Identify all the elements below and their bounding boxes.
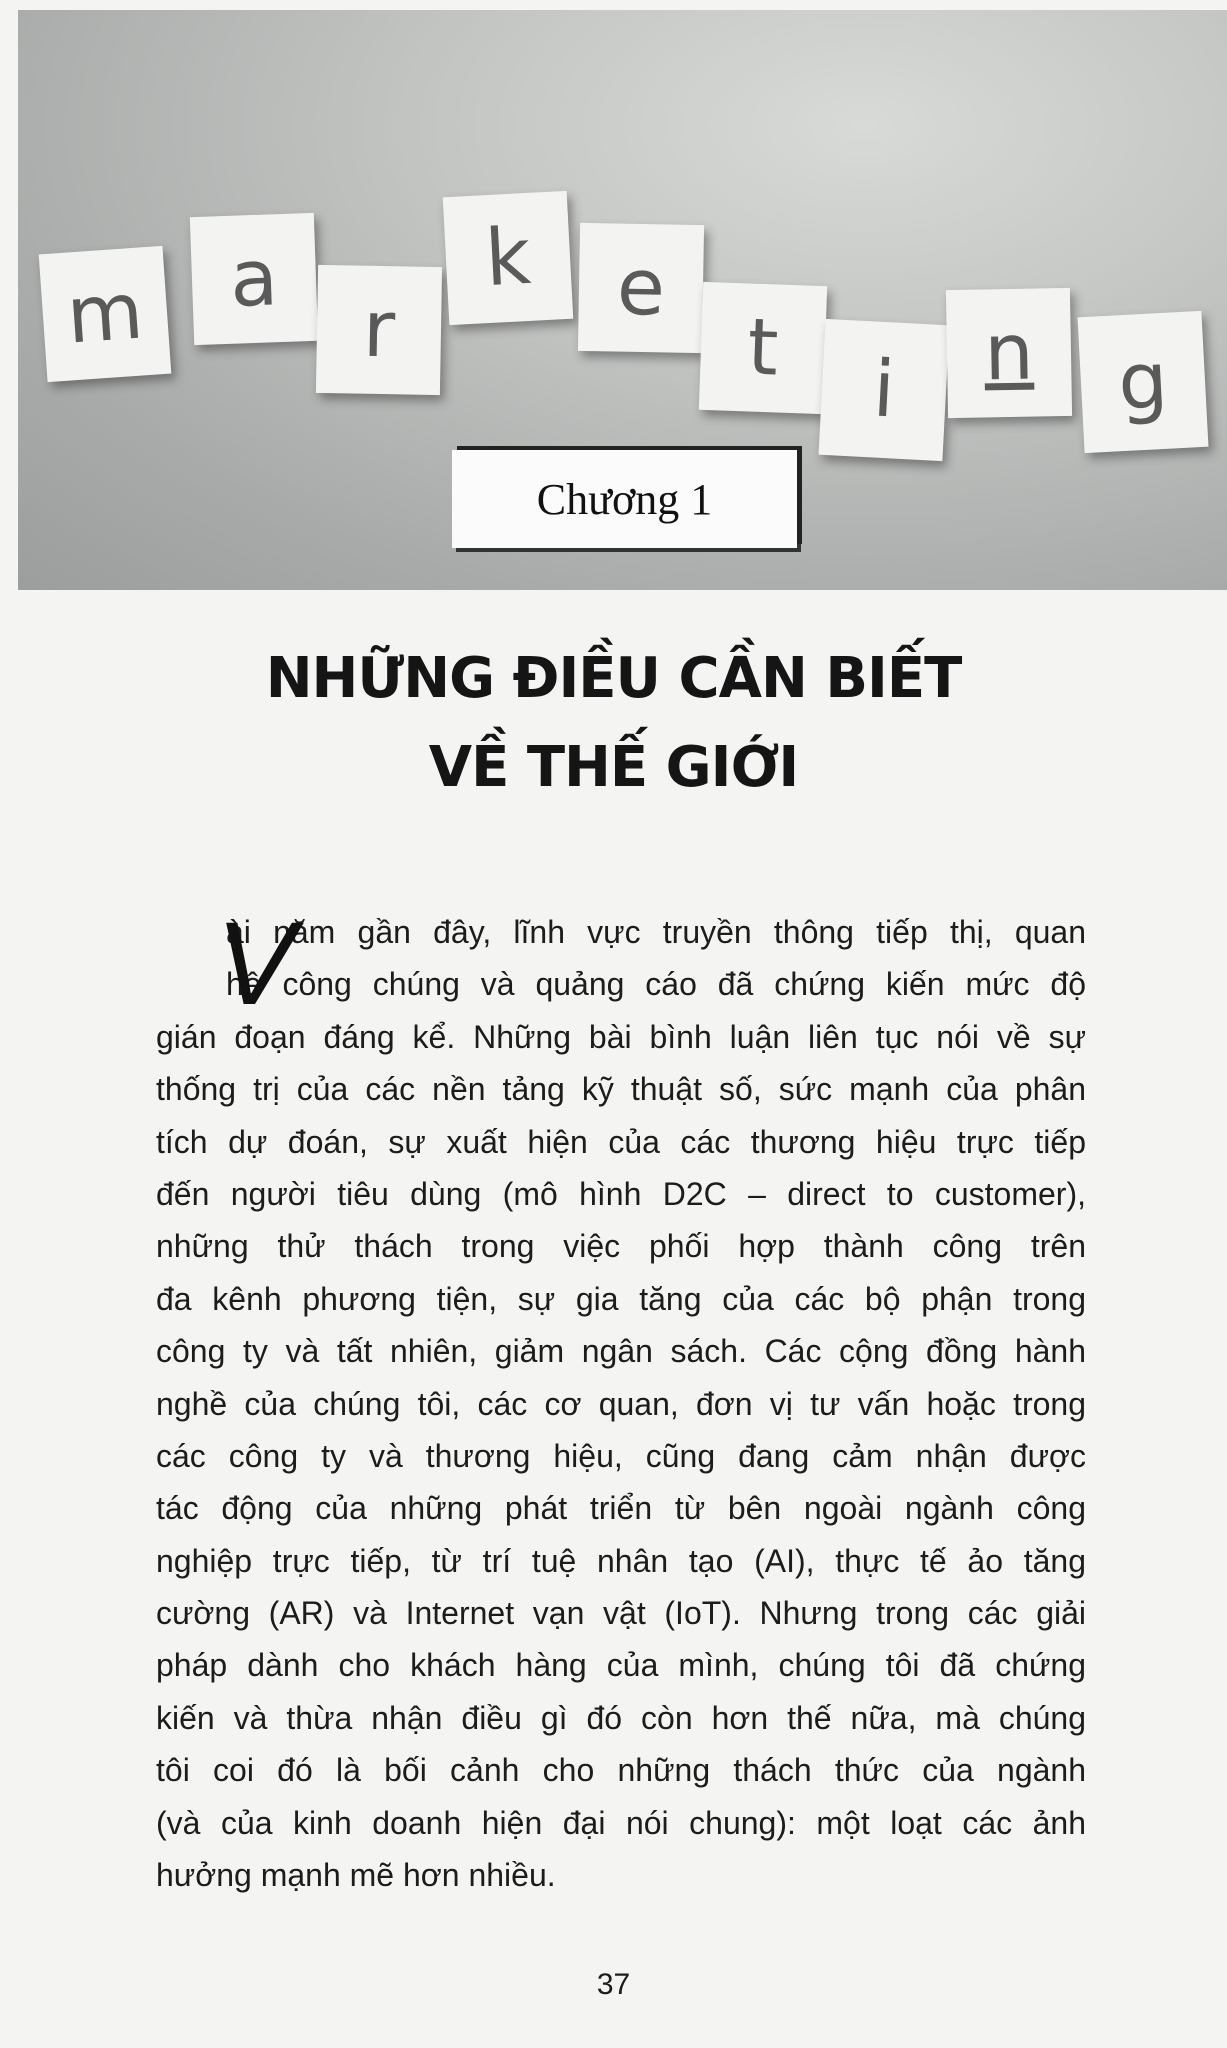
text-line: những thử thách trong việc phối hợp thành công trên [156, 1228, 1086, 1265]
text-line: tích dự đoán, sự xuất hiện của các thương hiệu trực tiếp [156, 1123, 1086, 1160]
letter-tile-k: k [443, 191, 574, 325]
letter-tile-a: a [190, 213, 318, 345]
letter-tile-g: g [1078, 311, 1209, 453]
chapter-label: Chương 1 [452, 450, 797, 548]
text-line: thống trị của các nền tảng kỹ thuật số, sức mạnh của phân [156, 1071, 1086, 1108]
text-line: gián đoạn đáng kể. Những bài bình luận liên tục nói về sự [156, 1018, 1086, 1055]
text-line: nghiệp trực tiếp, từ trí tuệ nhân tạo (AI), thực tế ảo tăng [156, 1542, 1086, 1579]
text-line: ài năm gần đây, lĩnh vực truyền thông tiếp thị, quan [226, 914, 1086, 950]
letter-tile-e: e [578, 223, 704, 353]
text-line: nghề của chúng tôi, các cơ quan, đơn vị tư vấn hoặc trong [156, 1385, 1086, 1422]
text-line: đa kênh phương tiện, sự gia tăng của các bộ phận trong [156, 1280, 1086, 1317]
drop-cap: V [216, 898, 295, 1030]
text-line: đến người tiêu dùng (mô hình D2C – direct to customer), [156, 1175, 1086, 1212]
body-paragraph [156, 898, 1086, 1901]
letter-tile-i: i [819, 319, 950, 461]
page-top-margin [0, 0, 1227, 10]
text-line: kiến và thừa nhận điều gì đó còn hơn thế nữa, mà chúng [156, 1699, 1086, 1736]
chapter-title-line-2: VỀ THẾ GIỚI [428, 735, 799, 800]
text-line: các công ty và thương hiệu, cũng đang cảm nhận được [156, 1437, 1086, 1474]
text-line: tác động của những phát triển từ bên ngoài ngành công [156, 1490, 1086, 1527]
text-line: công ty và tất nhiên, giảm ngân sách. Các cộng đồng hành [156, 1333, 1086, 1370]
text-line: hưởng mạnh mẽ hơn nhiều. [156, 1857, 556, 1894]
letter-tile-n: n [946, 288, 1072, 418]
text-line: cường (AR) và Internet vạn vật (IoT). Nhưng trong các giải [156, 1595, 1086, 1632]
text-line: (và của kinh doanh hiện đại nói chung): một loạt các ảnh [156, 1804, 1086, 1841]
letter-tile-t: t [699, 282, 827, 414]
text-line: tôi coi đó là bối cảnh cho những thách thức của ngành [156, 1752, 1086, 1789]
text-line: pháp dành cho khách hàng của mình, chúng tôi đã chứng [156, 1647, 1086, 1684]
page-number: 37 [596, 1968, 631, 2001]
chapter-title-line-1: NHỮNG ĐIỀU CẦN BIẾT [265, 646, 962, 711]
text-line: hệ công chúng và quảng cáo đã chứng kiến mức độ [226, 966, 1086, 1003]
letter-tile-m: m [39, 246, 172, 382]
letter-tile-r: r [316, 265, 442, 395]
